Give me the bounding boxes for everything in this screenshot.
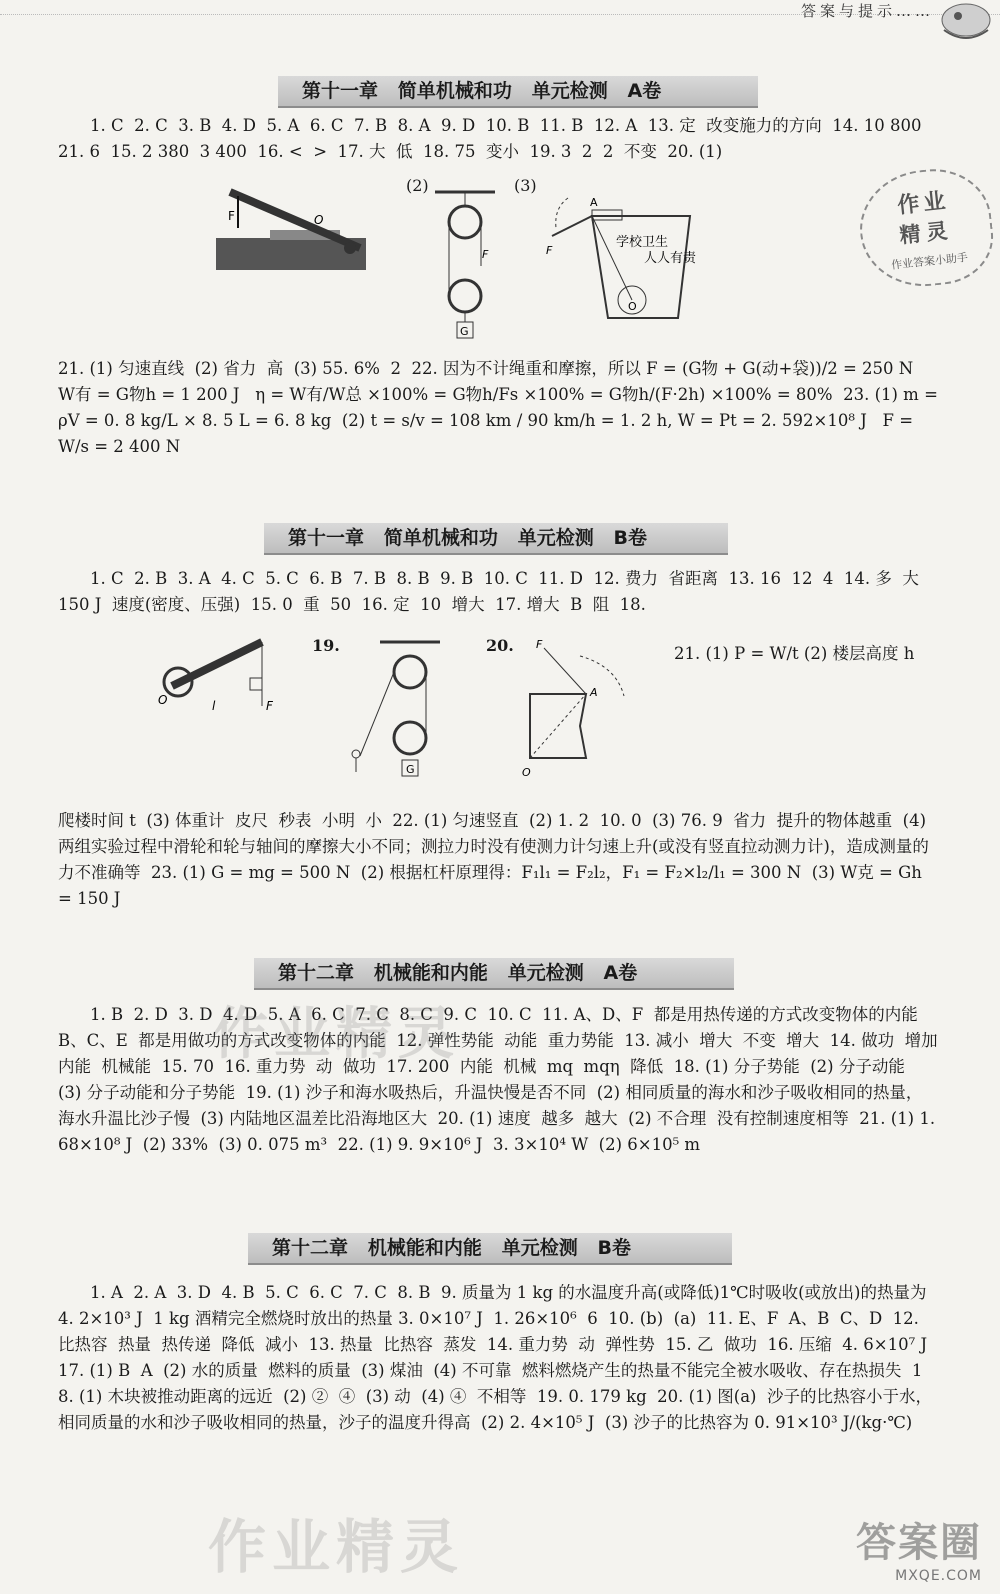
fig-label-o2: O (628, 300, 637, 313)
section-title-ch11-b: 第十一章 简单机械和功 单元检测 B卷 (264, 523, 728, 555)
fig-label-o: O (314, 213, 324, 227)
fig-label-f5: F (536, 638, 543, 651)
answers-ch11-b-part2: 爬楼时间 t (3) 体重计 皮尺 秒表 小明 小 22. (1) 匀速竖直 (2) 1. 2 10. 0 (3) 76. 9 省力 提升的物体越重 (4) 两组实验过程中滑轮和轮与轴间的摩擦大小不同；测拉力时没有使测力计匀速上升(或没有竖直拉动测力计)，造成测量的力不准确等 23. (1) G = mg = 500 N (2) 根据杠杆原理得：F₁l₁ = F₂l₂，F₁ = F₂×l₂/l₁ = 300 N (3) W克 = Gh = 150 J (58, 811, 932, 908)
fig-label-3: (3) (514, 176, 537, 195)
answers-ch11-a-part1: 1. C 2. C 3. B 4. D 5. A 6. C 7. B 8. A 9. D 10. B 11. B 12. A 13. 定 改变施力的方向 14. 10 800 21. 6 15. 2 380 3 400 16. < > 17. 大 低 18. 75 变小 19. 3 2 2 不变 20. (1) (58, 116, 932, 161)
fig-label-o3: O (158, 693, 168, 707)
fig-label-19: 19. (312, 636, 340, 655)
sign-text-1: 学校卫生 (616, 235, 669, 250)
sign-text-2: 人人有责 (644, 251, 697, 266)
fig-label-a: A (590, 196, 598, 209)
pulley-diagram-figure (430, 186, 500, 346)
section-title-ch11-a: 第十一章 简单机械和功 单元检测 A卷 (278, 76, 758, 108)
site-logo: 答案圈 (856, 1520, 982, 1566)
block-lever-figure (520, 636, 630, 786)
answer-21-b: 21. (1) P = W/t (2) 楼层高度 h (674, 644, 915, 663)
corner-mascot-icon (936, 0, 994, 42)
fig-label-l: l (212, 699, 216, 713)
fig-label-f: F (228, 209, 235, 223)
trash-bin-lever-figure (540, 188, 700, 328)
bottom-watermark: 作业精灵 (208, 1513, 465, 1581)
fig-label-o4: O (522, 766, 531, 779)
fig-label-a2: A (590, 686, 598, 699)
answers-ch12-a: 1. B 2. D 3. D 4. D 5. A 6. C 7. C 8. C 9. C 10. C 11. A、D、F 都是用热传递的方式改变物体的内能 B、C、E 都是用做功的方式改变物体的内能 12. 弹性势能 动能 重力势能 13. 减小 增大 不变 增大 14. 做功 增加 内能 机械能 15. 70 16. 重力势 动 做功 17. 200 内能 机械 mq mqη 降低 18. (1) 分子势能 (2) 分子动能 (3) 分子动能和分子势能 19. (1) 沙子和海水吸热后，升温快慢是否不同 (2) 相同质量的海水和沙子吸收相同的热量，海水升温比沙子慢 (3) 内陆地区温差比沿海地区大 20. (1) 速度 越多 越大 (2) 不合理 没有控制速度相等 21. (1) 1. 68×10⁸ J (2) 33% (3) 0. 075 m³ 22. (1) 9. 9×10⁶ J 3. 3×10⁴ W (2) 6×10⁵ m (58, 1005, 949, 1154)
fig-label-g2: G (406, 763, 415, 776)
fig-label-2: (2) (406, 176, 429, 195)
lever-diagram-figure (210, 178, 390, 276)
running-header: 答案与提示…… (800, 2, 934, 20)
fig-label-20: 20. (486, 636, 514, 655)
answers-ch11-b-part1: 1. C 2. B 3. A 4. C 5. C 6. B 7. B 8. B 9. B 10. C 11. D 12. 费力 省距离 13. 16 12 4 14. 多 大 150 J 速度(密度、压强) 15. 0 重 50 16. 定 10 增大 17. 增大 B 阻 18. (58, 569, 930, 614)
section-title-ch12-a: 第十二章 机械能和内能 单元检测 A卷 (254, 958, 734, 990)
fig-label-f4: F (266, 699, 273, 713)
answers-ch11-a-part2: 21. (1) 匀速直线 (2) 省力 高 (3) 55. 6% 2 22. 因为不计绳重和摩擦，所以 F = (G物 + G(动+袋))/2 = 250 N W有 = G物h = 1 200 J η = W有/W总 ×100% = G物h/Fs ×100% = G物h/(F·2h) ×100% = 80% 23. (1) m = ρV = 0. 8 kg/L × 8. 5 L = 6. 8 kg (2) t = s/v = 108 km / 90 km/h = 1. 2 h, W = Pt = 2. 592×10⁸ J F = W/s = 2 400 N (58, 359, 944, 456)
answers-ch12-b: 1. A 2. A 3. D 4. B 5. C 6. C 7. C 8. B 9. 质量为 1 kg 的水温度升高(或降低)1℃时吸收(或放出)的热量为 4. 2×10³ J 1 kg 酒精完全燃烧时放出的热量 3. 0×10⁷ J 1. 26×10⁶ 6 10. (b) (a) 11. E、F A、B C、D 12. 比热容 热量 热传递 降低 减小 13. 热量 比热容 蒸发 14. 重力势 动 弹性势 15. 乙 做功 16. 压缩 4. 6×10⁷ J 17. (1) B A (2) 水的质量 燃料的质量 (3) 煤油 (4) 不可靠 燃料燃烧产生的热量不能完全被水吸收、存在热损失 18. (1) 木块被推动距离的远近 (2) ② ④ (3) 动 (4) ④ 不相等 19. 0. 179 kg 20. (1) 图(a) 沙子的比热容小于水，相同质量的水和沙子吸收相同的热量，沙子的温度升得高 (2) 2. 4×10⁵ J (3) 沙子的比热容为 0. 91×10³ J/(kg·℃) (58, 1283, 938, 1432)
site-url: MXQE.COM (895, 1568, 982, 1584)
center-watermark: 作业精灵 (212, 1002, 460, 1067)
fig-label-f3: F (546, 244, 553, 257)
pulley-person-figure (340, 636, 450, 786)
section-title-ch12-b: 第十二章 机械能和内能 单元检测 B卷 (248, 1233, 732, 1265)
homework-elf-stamp: 作业 精灵 作业答案小助手 (854, 163, 997, 292)
site-watermark (856, 1511, 982, 1584)
wrench-lever-figure (150, 630, 280, 720)
fig-label-f2: F (482, 248, 489, 261)
fig-label-g: G (460, 325, 469, 338)
